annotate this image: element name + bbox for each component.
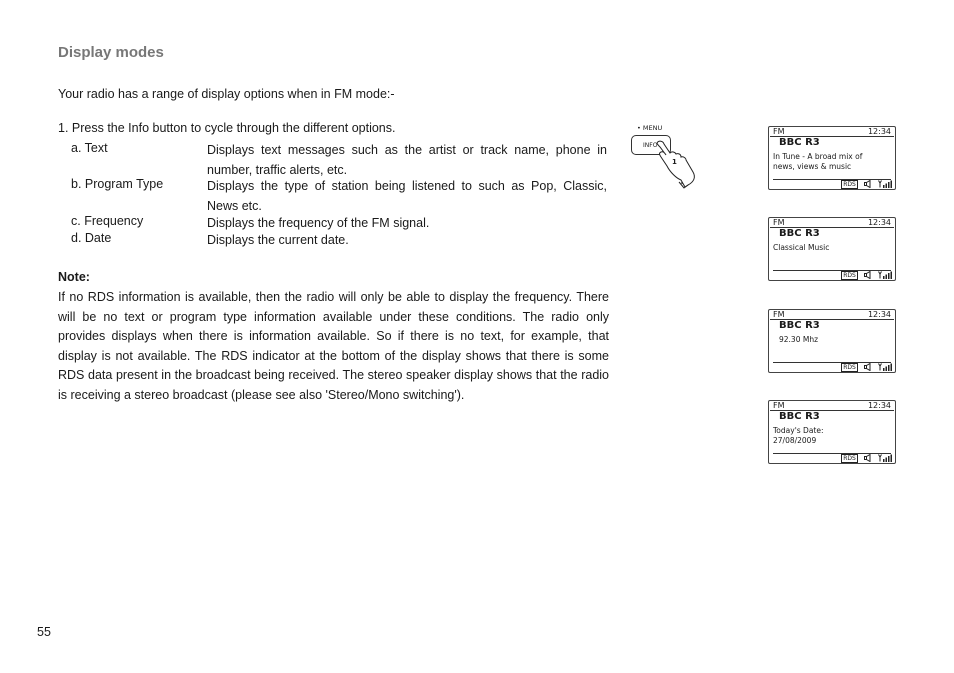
lcd-station: BBC R3 [779,320,820,331]
lcd-display-frequency [768,309,896,373]
stereo-speaker-icon [864,454,873,462]
lcd-mode: FM [773,218,785,227]
step-number: 1 [672,158,677,166]
option-label: b. Program Type [71,177,164,191]
lcd-indicators [841,180,892,199]
option-description: Displays text messages such as the artist or track name, phone in number, traffic alerts, etc. [207,143,607,177]
intro-text: Your radio has a range of display options when in FM mode:- [58,87,395,101]
lcd-station: BBC R3 [779,411,820,422]
lcd-station: BBC R3 [779,228,820,239]
lcd-indicators [841,454,892,473]
lcd-mode: FM [773,127,785,136]
stereo-speaker-icon [864,180,873,188]
signal-strength-icon [878,271,892,279]
rds-indicator: RDS [843,364,856,371]
lcd-display-date [768,400,896,464]
lcd-indicators [841,363,892,382]
info-button-illustration [630,122,700,192]
option-description: Displays the current date. [207,233,349,247]
signal-strength-icon [878,363,892,371]
rds-indicator: RDS [843,181,856,188]
lcd-display-program-type [768,217,896,281]
rds-indicator: RDS [843,455,856,462]
lcd-info-line: news, views & music [773,162,852,171]
signal-strength-icon [878,454,892,462]
lcd-mode: FM [773,310,785,319]
lcd-info-line: 92.30 Mhz [779,335,819,344]
lcd-info-line: Classical Music [773,243,830,252]
option-description: Displays the frequency of the FM signal. [207,216,430,230]
option-label: c. Frequency [71,214,144,228]
page-number: 55 [37,625,51,639]
option-label: d. Date [71,231,112,245]
step-instruction: 1. Press the Info button to cycle through the different options. [58,121,396,135]
lcd-display-text [768,126,896,190]
info-button-label: INFO [643,142,658,149]
stereo-speaker-icon [864,363,873,371]
lcd-info-line: Today's Date: [773,426,824,435]
menu-label: • MENU [637,124,663,132]
lcd-clock: 12:34 [867,127,891,136]
lcd-info-line: 27/08/2009 [773,436,817,445]
lcd-clock: 12:34 [867,310,891,319]
option-description: Displays the type of station being listened to such as Pop, Classic, News etc. [207,179,607,213]
lcd-info-line: In Tune - A broad mix of [773,152,863,161]
pointing-hand-icon [630,122,700,192]
section-heading: Display modes [58,44,164,61]
signal-strength-icon [878,180,892,188]
lcd-clock: 12:34 [867,218,891,227]
note-title: Note: [58,270,90,284]
option-label: a. Text [71,141,108,155]
lcd-clock: 12:34 [867,401,891,410]
rds-indicator: RDS [843,272,856,279]
lcd-station: BBC R3 [779,137,820,148]
lcd-mode: FM [773,401,785,410]
lcd-indicators [841,271,892,290]
note-body: If no RDS information is available, then the radio will only be able to display the frequency. There will be no text or program type information available under these conditions. The radio only provides displays when there is information available. So if there is no text, for example, that display is not available. The RDS indicator at the bottom of the display shows that there is some RDS data present in the broadcast being received. The stereo speaker display shows that the radio is receiving a stereo broadcast (please see also 'Stereo/Mono switching'). [58,290,609,402]
stereo-speaker-icon [864,271,873,279]
